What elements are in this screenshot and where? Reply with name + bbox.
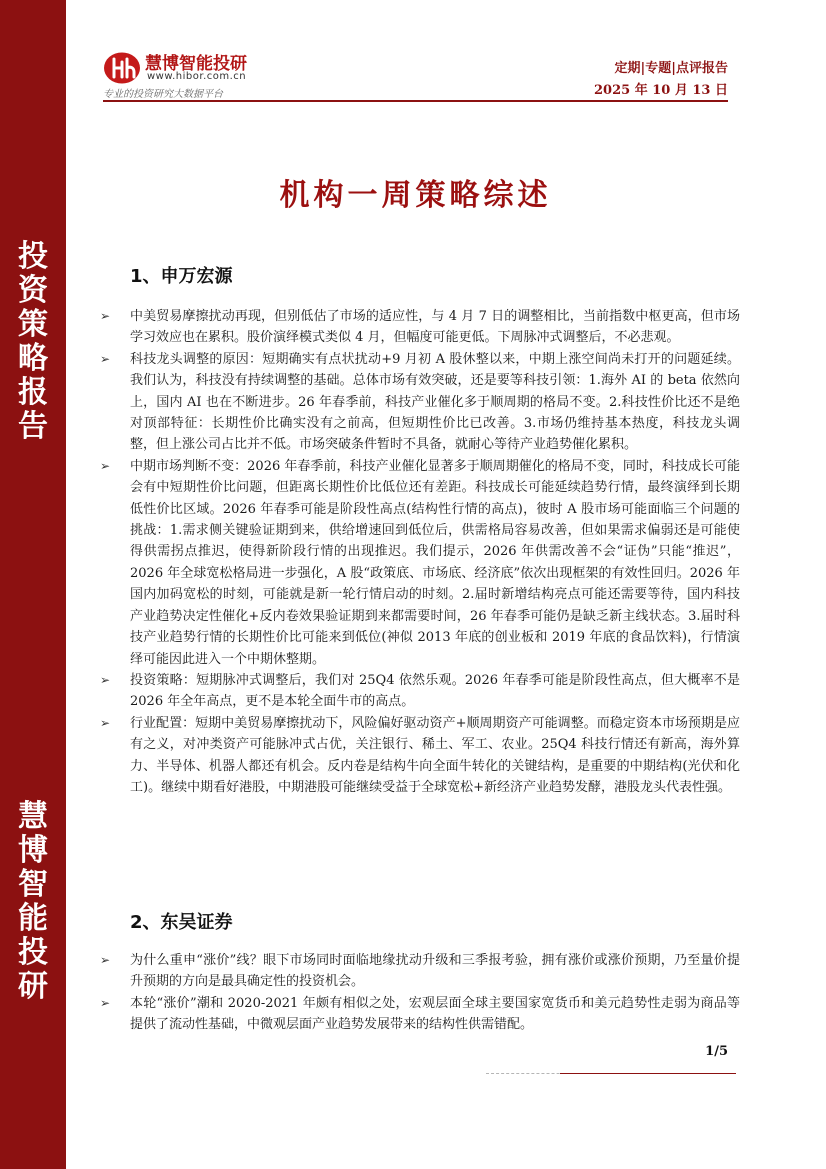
report-meta: [594, 58, 728, 102]
section-heading: 2、东吴证券: [130, 912, 233, 933]
chevron-right-icon: ➢: [100, 715, 111, 730]
section-1-bullets: [100, 306, 740, 798]
sidebar-band: [0, 0, 66, 1169]
hibor-logo-icon: [103, 51, 141, 85]
logo-url: www.hibor.com.cn: [147, 71, 247, 82]
chevron-right-icon: ➢: [100, 672, 111, 687]
chevron-right-icon: ➢: [100, 309, 111, 323]
report-date: 2025 年 10 月 13 日: [594, 83, 728, 98]
list-item: ➢ 投资策略：短期脉冲式调整后，我们对 25Q4 依然乐观。2026 年春季可能是阶段性高点，但大概率不是 2026 年全年高点，更不是本轮全面牛市的高点。: [100, 670, 740, 713]
header-divider: [103, 100, 728, 102]
list-item: ➢ 中期市场判断不变：2026 年春季前，科技产业催化显著多于顺周期催化的格局不变，同时，科技成长可能会有中短期性价比问题，但距离长期性价比低位还有差距。科技成长可能延续趋势行情，最终演绎到长期低性价比区域。2026 年春季可能是阶段性高点(结构性行情的高点)，彼时 A 股市场可能面临三个问题的挑战：1.需求侧关键验证期到来，供给增速回到低位后，供需格局容易改善，但如果需求偏弱还是可能使得供需拐点推迟，使得新阶段行情的出现推迟。我们提示，2026 年供需改善不会“证伪”只能“推迟”，2026 年全球宽松格局进一步强化，A 股“政策底、市场底、经济底”依次出现框架的有效性回归。2026 年国内加码宽松的时刻，可能就是新一轮行情启动的时刻。2.届时新增结构亮点可能还需要等待，国内科技产业趋势决定性催化+反内卷效果验证期到来都需要时间，26 年春季可能仍是缺乏新主线状态。3.届时科技产业趋势行情的长期性价比可能来到低位(神似 2013 年底的创业板和 2019 年底的食品饮料)，行情演绎可能因此进入一个中期休整期。: [100, 456, 740, 670]
sidebar-label-brand: 慧 博 智 能 投 研: [18, 799, 48, 1004]
logo-name: 慧博智能投研: [145, 54, 247, 74]
list-item: ➢ 为什么重申“涨价”线？眼下市场同时面临地缘扰动升级和三季报考验，拥有涨价或涨价预期，乃至量价提升预期的方向是最具确定性的投资机会。: [100, 950, 740, 993]
footer-accent-divider: [560, 1073, 736, 1074]
list-item: ➢ 科技龙头调整的原因：短期确实有点状扰动+9 月初 A 股休整以来，中期上涨空间尚未打开的问题延续。我们认为，科技没有持续调整的基础。总体市场有效突破，还是要等科技引领：1.海外 AI 的 beta 依然向上，国内 AI 也在不断进步。26 年春季前，科技产业催化多于顺周期的格局不变。2.科技性价比还不是绝对顶部特征：长期性价比确实没有之前高，但短期性价比已改善。3.市场仍维持基本热度，科技龙头调整，但上涨公司占比并不低。市场突破条件暂时不具备，就耐心等待产业趋势催化累积。: [100, 349, 740, 456]
chevron-right-icon: ➢: [100, 953, 111, 967]
chevron-right-icon: ➢: [100, 351, 111, 366]
page-title: 机构一周策略综述: [279, 178, 552, 213]
section-heading: 1、申万宏源: [130, 266, 233, 287]
page-number: 1/5: [705, 1044, 728, 1059]
list-item: ➢ 本轮“涨价”潮和 2020-2021 年颇有相似之处，宏观层面全球主要国家宽货币和美元趋势性走弱为商品等提供了流动性基础，中微观层面产业趋势发展带来的结构性供需错配。: [100, 993, 740, 1036]
list-item: ➢ 中美贸易摩擦扰动再现，但别低估了市场的适应性，与 4 月 7 日的调整相比，当前指数中枢更高，但市场学习效应也在累积。股价演绎模式类似 4 月，但幅度可能更低。下周脉冲式调整后，不必悲观。: [100, 306, 740, 349]
company-logo[interactable]: [103, 49, 273, 99]
chevron-right-icon: ➢: [100, 995, 111, 1010]
section-2-bullets: [100, 950, 740, 1036]
report-type: 定期|专题|点评报告: [614, 61, 728, 76]
sidebar-label-report-type: 投 资 策 略 报 告: [18, 239, 48, 444]
list-item: ➢ 行业配置：短期中美贸易摩擦扰动下，风险偏好驱动资产+顺周期资产可能调整。而稳定资本市场预期是应有之义，对冲类资产可能脉冲式占优，关注银行、稀土、军工、农业。25Q4 科技行情还有新高，海外算力、半导体、机器人都还有机会。反内卷是结构牛向全面牛转化的关键结构，是重要的中期结构(光伏和化工)。继续中期看好港股，中期港股可能继续受益于全球宽松+新经济产业趋势发酵，港股龙头代表性强。: [100, 713, 740, 799]
chevron-right-icon: ➢: [100, 458, 111, 473]
logo-slogan: 专业的投资研究大数据平台: [103, 89, 223, 100]
